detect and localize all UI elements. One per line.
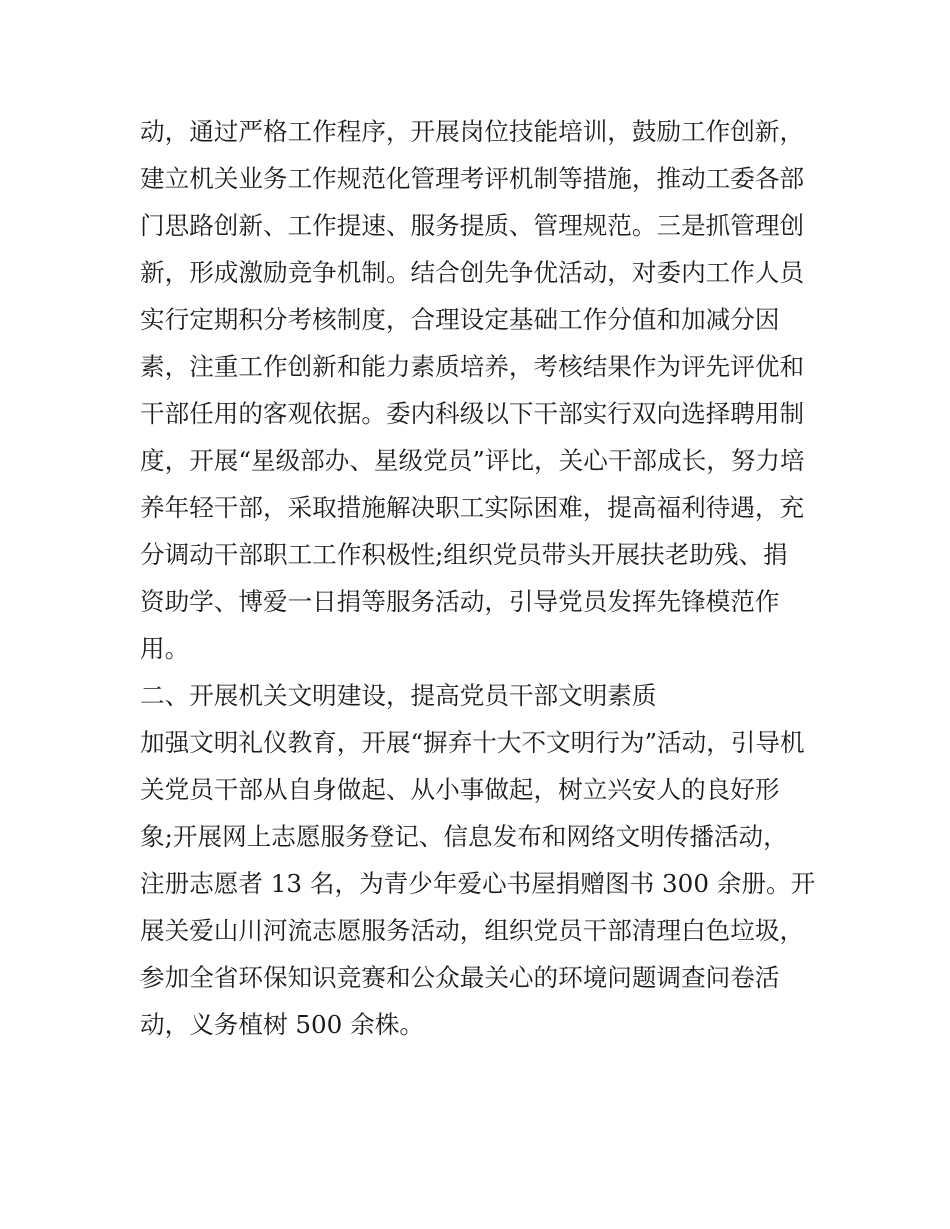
text-line: 用。 [140, 634, 190, 663]
text-line: 养年轻干部，采取措施解决职工实际困难，提高福利待遇，充 [140, 493, 805, 522]
text-line: 加强文明礼仪教育，开展“摒弃十大不文明行为”活动，引导机 [140, 728, 805, 757]
text-line: 素，注重工作创新和能力素质培养，考核结果作为评先评优和 [140, 352, 805, 381]
text-line: 新，形成激励竞争机制。结合创先争优活动，对委内工作人员 [140, 258, 805, 287]
text-line: 参加全省环保知识竞赛和公众最关心的环境问题调查问卷活 [140, 963, 780, 992]
text-line: 干部任用的客观依据。委内科级以下干部实行双向选择聘用制 [140, 399, 805, 428]
text-line: 分调动干部职工工作积极性;组织党员带头开展扶老助残、捐 [140, 540, 788, 569]
section-heading: 二、开展机关文明建设，提高党员干部文明素质 [140, 681, 657, 710]
text-line: 关党员干部从自身做起、从小事做起，树立兴安人的良好形 [140, 775, 780, 804]
text-line: 建立机关业务工作规范化管理考评机制等措施，推动工委各部 [140, 164, 805, 193]
text-line: 注册志愿者 13 名，为青少年爱心书屋捐赠图书 300 余册。开 [140, 869, 816, 898]
document-body [140, 108, 820, 1048]
text-line: 动，义务植树 500 余株。 [140, 1010, 424, 1039]
text-line: 门思路创新、工作提速、服务提质、管理规范。三是抓管理创 [140, 211, 805, 240]
text-line: 实行定期积分考核制度，合理设定基础工作分值和加减分因 [140, 305, 780, 334]
text-line: 资助学、博爱一日捐等服务活动，引导党员发挥先锋模范作 [140, 587, 780, 616]
text-line: 展关爱山川河流志愿服务活动，组织党员干部清理白色垃圾， [140, 916, 805, 945]
text-line: 象;开展网上志愿服务登记、信息发布和网络文明传播活动， [140, 822, 788, 851]
text-line: 动，通过严格工作程序，开展岗位技能培训，鼓励工作创新， [140, 117, 805, 146]
text-line: 度，开展“星级部办、星级党员”评比，关心干部成长，努力培 [140, 446, 805, 475]
